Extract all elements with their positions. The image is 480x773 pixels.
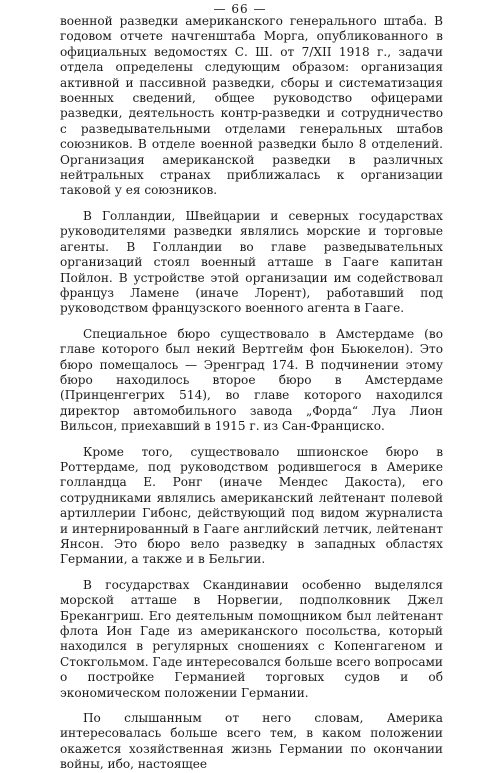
paragraph: В Голландии, Швейцарии и северных государствах руководителями разведки являлись морские и торговые агенты. В Голландии во главе разведывательных организаций стоял военный атташе в Гааге капитан Пойлон. В устройстве этой организации им содействовал француз Ламене (иначе Лорент), работавший под руководством французского военного агента в Гааге.: [60, 208, 443, 316]
body-text: [60, 14, 443, 773]
paragraph: В государствах Скандинавии особенно выделялся морской атташе в Норвегии, подполковник Джел Брекангриш. Его деятельным помощником был лейтенант флота Ион Гаде из американского посольства, который находился в регулярных сношениях с Копенгагеном и Стокгольмом. Гаде интересовался больше всего вопросами о постройке Германией торговых судов и об экономическом положении Германии.: [60, 577, 443, 700]
paragraph: Специальное бюро существовало в Амстердаме (во главе которого был некий Вертгейм фон Бьюкелон). Это бюро помещалось — Эренград 174. В подчинении этому бюро находилось второе бюро в Амстердаме (Принценгегрих 514), во главе которого находился директор автомобильного завода „Форда“ Луа Лион Вильсон, приехавший в 1915 г. из Сан-Франциско.: [60, 326, 443, 434]
paragraph: По слышанным от него словам, Америка интересовалась больше всего тем, в каком положении окажется хозяйственная жизнь Германии по окончании войны, ибо, настоящее: [60, 711, 443, 772]
paragraph: военной разведки американского генерального штаба. В годовом отчете начгенштаба Морга, опубликованного в официальных ведомостях С. Ш. от 7/XII 1918 г., задачи отдела определены следующим образом: организация активной и пассивной разведки, сборы и систематизация военных сведений, общее руководство офицерами разведки, деятельность контр-разведки и сотрудничество с разведывательными отделами генеральных штабов союзников. В отделе военной разведки было 8 отделений. Организация американской разведки в различных нейтральных странах приближалась к организации таковой у ея союзников.: [60, 14, 443, 198]
page-number: — 66 —: [213, 2, 267, 16]
paragraph: Кроме того, существовало шпионское бюро в Роттердаме, под руководством родившегося в Америке голландца Е. Ронг (иначе Мендес Дакоста), его сотрудниками являлись американский лейтенант полевой артиллерии Гибонс, действующий под видом журналиста и интернированный в Гааге английский летчик, лейтенант Янсон. Это бюро вело разведку в западных областях Германии, а также и в Бельгии.: [60, 444, 443, 567]
